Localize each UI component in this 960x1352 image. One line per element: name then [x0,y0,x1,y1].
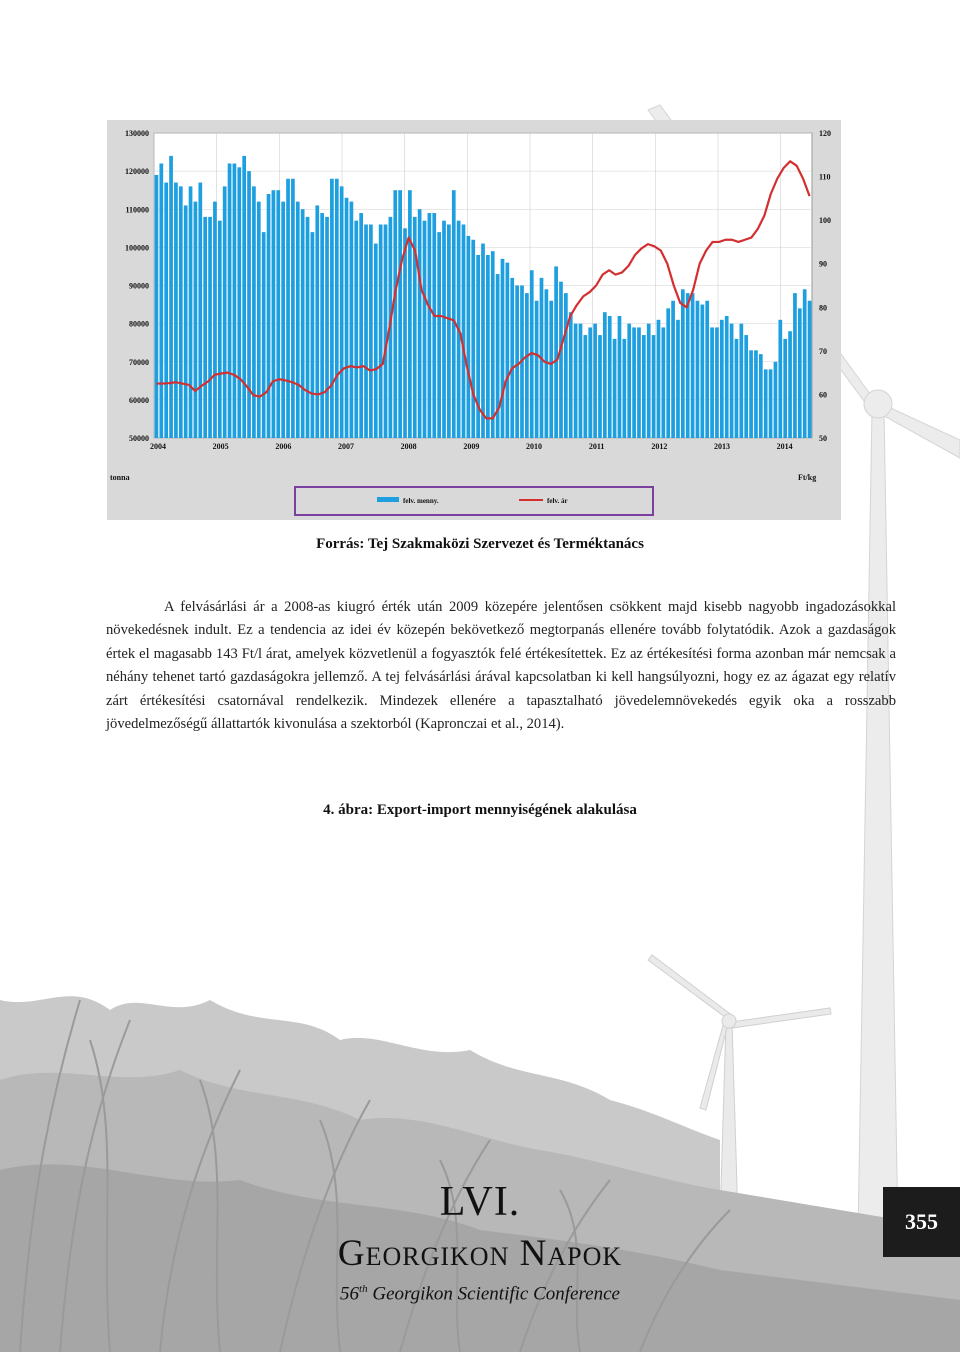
x-tick-label: 2013 [714,442,730,451]
bar [296,202,300,438]
bar [564,293,568,438]
bar [198,183,202,438]
bar [754,350,758,438]
bar [725,316,729,438]
bar [481,244,485,438]
bar [364,225,368,439]
bar [184,205,188,438]
bar [237,167,241,438]
bar [432,213,436,438]
y-left-tick-label: 80000 [129,319,149,329]
bar [774,362,778,438]
bar [452,190,456,438]
bar [155,175,159,438]
y-left-tick-label: 60000 [129,395,149,405]
bar [257,202,261,438]
bar [608,316,612,438]
bar [632,327,636,438]
bar [223,186,227,438]
bar [705,301,709,438]
bar [159,164,163,439]
bar [501,259,505,438]
bar [598,335,602,438]
bar [769,369,773,438]
bar [661,327,665,438]
bar [228,164,232,439]
x-tick-label: 2014 [776,442,793,451]
conference-name: Georgikon Napok [337,1233,623,1274]
bar [559,282,563,438]
bar [681,289,685,438]
bar [642,335,646,438]
bar [676,320,680,438]
y-right-tick-label: 100 [819,216,831,226]
y-right-tick-label: 90 [819,259,827,269]
y-right-tick-label: 120 [819,129,831,138]
bar [603,312,607,438]
y-left-unit-label: tonna [110,473,130,482]
body-paragraph-block [106,596,896,736]
legend-label-bars: felv. menny. [403,497,439,505]
y-left-tick-label: 110000 [125,205,149,215]
bar [535,301,539,438]
bar [486,255,490,438]
bar [588,327,592,438]
bar [657,320,661,438]
bar [471,240,475,438]
bar [622,339,626,438]
bar [311,232,315,438]
y-right-unit-label: Ft/kg [798,473,817,482]
x-tick-label: 2009 [463,442,480,451]
bar [437,232,441,438]
bar [720,320,724,438]
bar [710,327,714,438]
bar [759,354,763,438]
bar [403,228,407,438]
bar [549,301,553,438]
bar [715,327,719,438]
conference-number: LVI. [439,1179,521,1225]
bar [233,164,237,439]
y-left-tick-label: 70000 [129,357,149,367]
bar [506,263,510,438]
bar [739,324,743,438]
bar [330,179,334,438]
bar [696,301,700,438]
bar [700,305,704,438]
conference-subtitle-rest: Georgikon Scientific Conference [367,1283,620,1305]
x-tick-label: 2004 [150,442,166,451]
bar [369,225,373,439]
bar [793,293,797,438]
bar [384,225,388,439]
bar [808,301,812,438]
bar [291,179,295,438]
bar [593,324,597,438]
bar [301,209,305,438]
bar [462,225,466,439]
bar [647,324,651,438]
bar [208,217,212,438]
conference-subtitle-prefix: 56 [340,1283,360,1305]
bar [554,266,558,438]
bar [267,194,271,438]
bar [428,213,432,438]
x-tick-label: 2008 [400,442,417,451]
y-left-tick-label: 50000 [129,434,149,443]
legend [295,487,653,515]
y-right-tick-label: 60 [819,390,827,400]
price-quantity-chart [107,120,841,520]
bar [764,369,768,438]
conference-subtitle-sup: th [359,1283,368,1295]
bar [203,217,207,438]
bar [618,316,622,438]
y-right-tick-label: 50 [819,434,827,443]
bar [393,190,397,438]
bar [447,225,451,439]
bar [442,221,446,438]
bar [730,324,734,438]
bar [574,324,578,438]
bar [174,183,178,438]
bar [306,217,310,438]
bar [803,289,807,438]
bar [213,202,217,438]
bar [189,186,193,438]
bar [315,205,319,438]
bar [286,179,290,438]
x-tick-label: 2005 [212,442,229,451]
x-tick-label: 2010 [526,442,542,451]
bar [515,286,519,439]
bar [374,244,378,438]
bar [218,221,222,438]
x-tick-label: 2006 [275,442,292,451]
bar [652,335,656,438]
bar [345,198,349,438]
bar [359,213,363,438]
bar [320,213,324,438]
y-right-tick-label: 70 [819,346,827,356]
bar [491,251,495,438]
y-left-tick-label: 130000 [125,129,149,138]
bar [744,335,748,438]
bar [276,190,280,438]
bar [423,221,427,438]
bar [340,186,344,438]
bar [666,308,670,438]
bar [613,339,617,438]
bar [164,183,168,438]
bar [398,190,402,438]
bar [194,202,198,438]
bar [735,339,739,438]
bar [525,293,529,438]
bar [247,171,251,438]
x-tick-label: 2007 [338,442,354,451]
bar [637,327,641,438]
bar [788,331,792,438]
bar [354,221,358,438]
bar [749,350,753,438]
source-caption: Forrás: Tej Szakmaközi Szervezet és Terméktanács [316,536,644,552]
y-left-tick-label: 120000 [125,167,149,177]
bar [408,190,412,438]
bar [783,339,787,438]
bar [579,324,583,438]
x-tick-label: 2011 [588,442,605,451]
bar [418,209,422,438]
bar [325,217,329,438]
bar [584,335,588,438]
bar [262,232,266,438]
y-left-tick-label: 90000 [129,281,149,291]
y-left-tick-label: 100000 [125,243,149,253]
bar [467,236,471,438]
bar [691,293,695,438]
bar [335,179,339,438]
y-left-axis [125,129,149,443]
bar [179,186,183,438]
x-tick-label: 2012 [651,442,668,451]
bar [510,278,514,438]
legend-swatch-bars [377,497,399,502]
bar [569,312,573,438]
bar [350,202,354,438]
bar [627,324,631,438]
legend-box [295,487,653,515]
body-paragraph: A felvásárlási ár a 2008-as kiugró érték után 2009 közepére jelentősen csökkent majd kisebb nagyobb ingadozásokkal növekedésnek indult. Ez a tendencia az idei év közepén bekövetkező megtorpanás ellenére tovább folytatódik. Azok a gazdaságok értek el magasabb 143 Ft/l árat, amelyek közvetlenül a fogyasztók felé értékesítettek. Ez az értékesítési forma azonban már nemcsak a néhány tehenet tartó gazdaságokra jellemző. A tej felvásárlási árával kapcsolatban ki kell hangsúlyozni, hogy ez az ágazat egy relatív zárt értékesítési csatornával rendelkezik. Mindezek ellenére a tapasztalható jövedelemnövekedés egyik oka a rosszabb jövedelmezőségű állattartók kivonulása a szektorból (Kapronczai et al., 2014). [106,599,896,733]
conference-subtitle [250,1283,710,1305]
bar [242,156,246,438]
bar [272,190,276,438]
bar [671,301,675,438]
y-right-tick-label: 80 [819,303,827,313]
bar [798,308,802,438]
bar [778,320,782,438]
chart-svg [107,120,841,520]
bar [252,186,256,438]
bar [686,293,690,438]
bar [281,202,285,438]
bar [169,156,173,438]
legend-label-line: felv. ár [547,497,568,505]
bar [379,225,383,439]
y-right-tick-label: 110 [819,172,831,182]
figure-caption: 4. ábra: Export-import mennyiségének alakulása [323,802,637,818]
page-number: 355 [883,1187,960,1257]
